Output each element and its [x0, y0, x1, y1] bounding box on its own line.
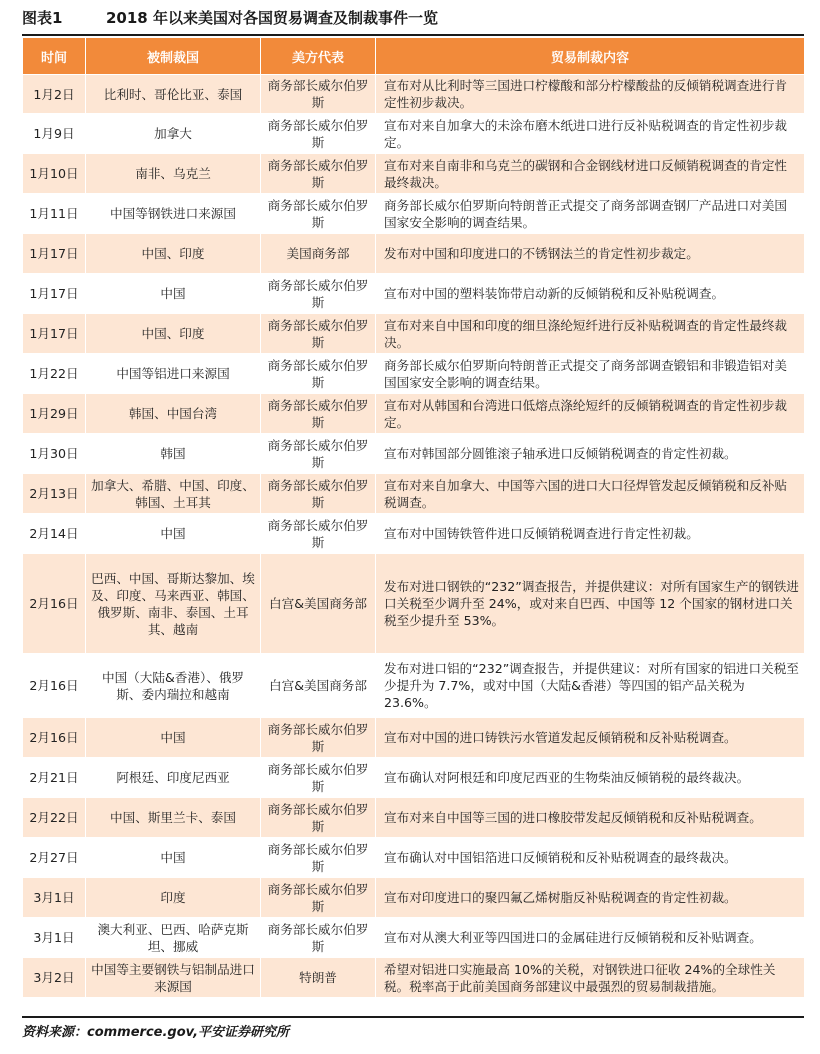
table-row — [23, 798, 805, 838]
date-cell: 3月1日 — [23, 918, 86, 958]
table-row — [23, 75, 805, 114]
table-row — [23, 554, 805, 654]
representative-cell: 白宫&美国商务部 — [261, 554, 376, 654]
date-cell: 3月2日 — [23, 958, 86, 998]
date-cell: 2月14日 — [23, 514, 86, 554]
representative-cell: 商务部长威尔伯罗斯 — [261, 274, 376, 314]
country-cell: 中国、印度 — [86, 234, 261, 274]
date-cell: 1月29日 — [23, 394, 86, 434]
country-cell: 中国 — [86, 718, 261, 758]
table-body — [23, 75, 805, 998]
table-row — [23, 434, 805, 474]
table-row — [23, 958, 805, 998]
table-row — [23, 514, 805, 554]
date-cell: 2月13日 — [23, 474, 86, 514]
table-row — [23, 838, 805, 878]
content-cell: 宣布确认对中国铝箔进口反倾销税和反补贴税调查的最终裁决。 — [376, 838, 805, 878]
table-row — [23, 154, 805, 194]
column-header-content: 贸易制裁内容 — [376, 38, 805, 75]
representative-cell: 商务部长威尔伯罗斯 — [261, 474, 376, 514]
table-header-row — [23, 38, 805, 75]
representative-cell: 特朗普 — [261, 958, 376, 998]
date-cell: 1月30日 — [23, 434, 86, 474]
date-cell: 1月10日 — [23, 154, 86, 194]
table-row — [23, 234, 805, 274]
content-cell: 发布对进口钢铁的“232”调查报告，并提供建议：对所有国家生产的钢铁进口关税至少调升至 24%，或对来自巴西、中国等 12 个国家的钢材进口关税至少提升至 53%。 — [376, 554, 805, 654]
representative-cell: 商务部长威尔伯罗斯 — [261, 434, 376, 474]
representative-cell: 商务部长威尔伯罗斯 — [261, 194, 376, 234]
country-cell: 中国等钢铁进口来源国 — [86, 194, 261, 234]
figure-label: 图表1 — [22, 8, 63, 27]
country-cell: 加拿大 — [86, 114, 261, 154]
country-cell: 中国等主要钢铁与铝制品进口来源国 — [86, 958, 261, 998]
table-row — [23, 718, 805, 758]
content-cell: 宣布对中国的进口铸铁污水管道发起反倾销税和反补贴税调查。 — [376, 718, 805, 758]
representative-cell: 商务部长威尔伯罗斯 — [261, 878, 376, 918]
content-cell: 商务部长威尔伯罗斯向特朗普正式提交了商务部调查锻铝和非锻造铝对美国国家安全影响的调查结果。 — [376, 354, 805, 394]
table-row — [23, 474, 805, 514]
date-cell: 3月1日 — [23, 878, 86, 918]
content-cell: 宣布确认对阿根廷和印度尼西亚的生物柴油反倾销税的最终裁决。 — [376, 758, 805, 798]
content-cell: 宣布对从韩国和台湾进口低熔点涤纶短纤的反倾销税调查的肯定性初步裁定。 — [376, 394, 805, 434]
country-cell: 中国 — [86, 274, 261, 314]
country-cell: 中国、印度 — [86, 314, 261, 354]
column-header-representative: 美方代表 — [261, 38, 376, 75]
date-cell: 2月22日 — [23, 798, 86, 838]
table-row — [23, 314, 805, 354]
representative-cell: 商务部长威尔伯罗斯 — [261, 354, 376, 394]
representative-cell: 商务部长威尔伯罗斯 — [261, 918, 376, 958]
country-cell: 比利时、哥伦比亚、泰国 — [86, 75, 261, 114]
table-row — [23, 758, 805, 798]
country-cell: 中国 — [86, 838, 261, 878]
representative-cell: 商务部长威尔伯罗斯 — [261, 838, 376, 878]
representative-cell: 商务部长威尔伯罗斯 — [261, 114, 376, 154]
representative-cell: 商务部长威尔伯罗斯 — [261, 718, 376, 758]
country-cell: 巴西、中国、哥斯达黎加、埃及、印度、马来西亚、韩国、俄罗斯、南非、泰国、土耳其、越南 — [86, 554, 261, 654]
representative-cell: 商务部长威尔伯罗斯 — [261, 514, 376, 554]
table-row — [23, 394, 805, 434]
table-row — [23, 918, 805, 958]
figure-title: 2018 年以来美国对各国贸易调查及制裁事件一览 — [106, 8, 438, 27]
country-cell: 韩国、中国台湾 — [86, 394, 261, 434]
content-cell: 发布对中国和印度进口的不锈钢法兰的肯定性初步裁定。 — [376, 234, 805, 274]
representative-cell: 白宫&美国商务部 — [261, 654, 376, 718]
date-cell: 2月16日 — [23, 554, 86, 654]
representative-cell: 商务部长威尔伯罗斯 — [261, 314, 376, 354]
representative-cell: 美国商务部 — [261, 234, 376, 274]
column-header-country: 被制裁国 — [86, 38, 261, 75]
date-cell: 1月9日 — [23, 114, 86, 154]
table-row — [23, 878, 805, 918]
date-cell: 1月17日 — [23, 314, 86, 354]
country-cell: 中国、斯里兰卡、泰国 — [86, 798, 261, 838]
content-cell: 宣布对来自加拿大、中国等六国的进口大口径焊管发起反倾销税和反补贴税调查。 — [376, 474, 805, 514]
date-cell: 2月27日 — [23, 838, 86, 878]
content-cell: 宣布对从澳大利亚等四国进口的金属硅进行反倾销税和反补贴调查。 — [376, 918, 805, 958]
representative-cell: 商务部长威尔伯罗斯 — [261, 798, 376, 838]
content-cell: 宣布对中国的塑料装饰带启动新的反倾销税和反补贴税调查。 — [376, 274, 805, 314]
content-cell: 宣布对印度进口的聚四氟乙烯树脂反补贴税调查的肯定性初裁。 — [376, 878, 805, 918]
content-cell: 宣布对来自中国和印度的细旦涤纶短纤进行反补贴税调查的肯定性最终裁决。 — [376, 314, 805, 354]
date-cell: 1月2日 — [23, 75, 86, 114]
content-cell: 宣布对来自中国等三国的进口橡胶带发起反倾销税和反补贴税调查。 — [376, 798, 805, 838]
date-cell: 2月16日 — [23, 718, 86, 758]
table-row — [23, 654, 805, 718]
date-cell: 1月22日 — [23, 354, 86, 394]
content-cell: 商务部长威尔伯罗斯向特朗普正式提交了商务部调查钢厂产品进口对美国国家安全影响的调查结果。 — [376, 194, 805, 234]
date-cell: 2月21日 — [23, 758, 86, 798]
content-cell: 希望对铝进口实施最高 10%的关税，对钢铁进口征收 24%的全球性关税。税率高于此前美国商务部建议中最强烈的贸易制裁措施。 — [376, 958, 805, 998]
country-cell: 中国等铝进口来源国 — [86, 354, 261, 394]
country-cell: 南非、乌克兰 — [86, 154, 261, 194]
representative-cell: 商务部长威尔伯罗斯 — [261, 394, 376, 434]
table-row — [23, 114, 805, 154]
content-cell: 宣布对中国铸铁管件进口反倾销税调查进行肯定性初裁。 — [376, 514, 805, 554]
figure-header — [22, 0, 804, 36]
country-cell: 印度 — [86, 878, 261, 918]
date-cell: 1月11日 — [23, 194, 86, 234]
country-cell: 韩国 — [86, 434, 261, 474]
country-cell: 澳大利亚、巴西、哈萨克斯坦、挪威 — [86, 918, 261, 958]
representative-cell: 商务部长威尔伯罗斯 — [261, 75, 376, 114]
content-cell: 宣布对来自加拿大的未涂布磨木纸进口进行反补贴税调查的肯定性初步裁定。 — [376, 114, 805, 154]
table-row — [23, 194, 805, 234]
country-cell: 阿根廷、印度尼西亚 — [86, 758, 261, 798]
content-cell: 发布对进口铝的“232”调查报告，并提供建议：对所有国家的铝进口关税至少提升为 7.7%，或对中国（大陆&香港）等四国的铝产品关税为 23.6%。 — [376, 654, 805, 718]
source-note: 资料来源：commerce.gov,平安证券研究所 — [22, 1016, 804, 1042]
sanctions-table — [22, 37, 805, 998]
country-cell: 加拿大、希腊、中国、印度、韩国、土耳其 — [86, 474, 261, 514]
table-row — [23, 274, 805, 314]
representative-cell: 商务部长威尔伯罗斯 — [261, 154, 376, 194]
representative-cell: 商务部长威尔伯罗斯 — [261, 758, 376, 798]
content-cell: 宣布对韩国部分圆锥滚子轴承进口反倾销税调查的肯定性初裁。 — [376, 434, 805, 474]
country-cell: 中国 — [86, 514, 261, 554]
date-cell: 2月16日 — [23, 654, 86, 718]
country-cell: 中国（大陆&香港）、俄罗斯、委内瑞拉和越南 — [86, 654, 261, 718]
date-cell: 1月17日 — [23, 234, 86, 274]
content-cell: 宣布对来自南非和乌克兰的碳钢和合金钢线材进口反倾销税调查的肯定性最终裁决。 — [376, 154, 805, 194]
table-row — [23, 354, 805, 394]
date-cell: 1月17日 — [23, 274, 86, 314]
column-header-date: 时间 — [23, 38, 86, 75]
content-cell: 宣布对从比利时等三国进口柠檬酸和部分柠檬酸盐的反倾销税调查进行肯定性初步裁决。 — [376, 75, 805, 114]
